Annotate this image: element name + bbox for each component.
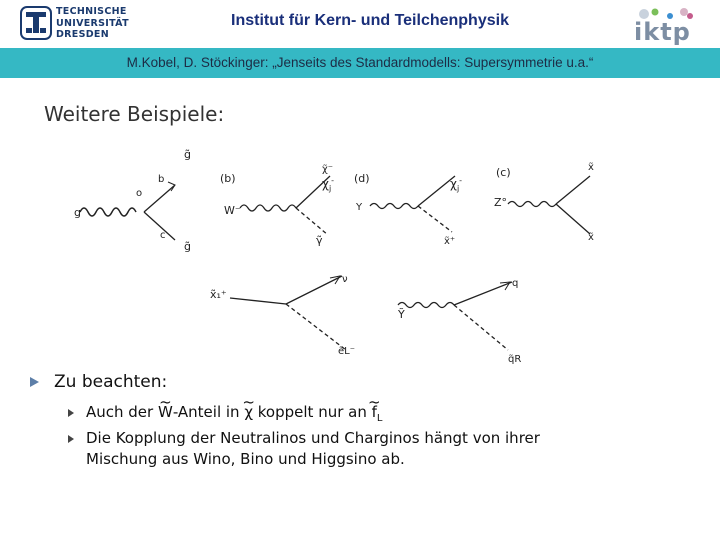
slide-title: Weitere Beispiele: — [44, 102, 225, 126]
label-c-top: x̃ — [588, 162, 594, 173]
label-c-tag: (c) — [496, 166, 511, 179]
subtitle-band — [0, 48, 720, 78]
chi-1-sub: j — [328, 184, 332, 193]
label-a-b: b — [158, 174, 165, 185]
tu-dresden-emblem-icon — [20, 6, 52, 40]
sub1-part-c: koppelt nur an — [253, 403, 372, 421]
label-f-q: q — [512, 278, 519, 289]
label-b-top: χ̃⁻ — [322, 164, 334, 175]
diagram-chargino-sneutrino — [210, 274, 355, 357]
sub1-part-a: Auch der — [86, 403, 158, 421]
label-b-bot: γ̃ — [316, 234, 323, 247]
chi-label-2 — [450, 176, 462, 193]
chi-1-symbol: χ — [322, 177, 329, 191]
diagram-y-quark-squark — [397, 278, 521, 365]
feynman-diagrams — [60, 140, 620, 380]
label-c-bot: x̃ — [588, 232, 594, 243]
university-line: UNIVERSITÄT — [56, 17, 129, 29]
chi-2-symbol: χ — [450, 177, 457, 191]
sub-bullet-arrow-icon — [68, 409, 74, 417]
institute-title: Institut für Kern- und Teilchenphysik — [231, 12, 509, 29]
sub-bullet-1 — [68, 402, 382, 429]
label-f-Y: Ỹ — [398, 308, 405, 321]
sub1-chi: ~ χ — [244, 402, 253, 423]
sub1-part-b: -Anteil in — [172, 403, 245, 421]
tu-dresden-logo — [20, 6, 140, 42]
label-b-W: W⁻ — [224, 204, 241, 217]
iktp-wordmark: iktp — [634, 18, 691, 46]
label-b-tag: (b) — [220, 172, 236, 185]
sub-bullet-2 — [68, 428, 568, 470]
chi-1-sup: - — [331, 176, 335, 185]
sub-bullet-arrow-icon — [68, 435, 74, 443]
diagram-y-vertex — [354, 172, 462, 247]
sub1-L: L — [376, 413, 383, 424]
sub-bullet-2-text: Die Kopplung der Neutralinos und Charginos hängt von ihrer Mischung aus Wino, Bino und Higgsino ab. — [86, 429, 540, 468]
label-c-Z: Z° — [494, 196, 508, 209]
lecture-subtitle: M.Kobel, D. Stöckinger: „Jenseits des Standardmodells: Supersymmetrie u.a.“ — [126, 55, 594, 70]
bullet-main-text: Zu beachten: — [54, 372, 168, 392]
bullet-arrow-icon — [30, 377, 39, 387]
label-a-g: g — [74, 206, 81, 219]
chi-label-1 — [322, 176, 334, 193]
sub1-wino: ~ W — [158, 402, 173, 423]
label-d-bot: x̃⁺ — [444, 236, 456, 247]
label-d-tag: (d) — [354, 172, 370, 185]
label-a-top: g̃ — [184, 148, 191, 161]
label-e-eL: ẽL⁻ — [338, 346, 356, 357]
sub-bullet-1-text — [86, 402, 382, 429]
header — [0, 0, 720, 48]
diagram-w-vertex — [220, 163, 334, 247]
university-line: TECHNISCHE — [56, 6, 127, 17]
label-a-bot: g̃ — [184, 240, 191, 253]
bullet-main — [32, 372, 167, 392]
chi-2-sub: j — [456, 184, 460, 193]
sub1-fermion: ~ f — [372, 402, 377, 423]
label-a-c: c — [160, 230, 166, 241]
diagram-gluon-vertex — [74, 148, 191, 253]
university-line: DRESDEN — [56, 29, 109, 40]
iktp-logo — [630, 4, 710, 46]
label-e-nu: ν — [342, 274, 348, 285]
label-e-x: x̃₁⁺ — [210, 288, 227, 301]
chi-2-sup: - — [459, 176, 463, 185]
diagram-z-vertex — [494, 161, 594, 243]
label-f-qR: q̃R — [508, 354, 522, 365]
university-name — [56, 6, 129, 41]
label-d-Y: Y — [356, 202, 363, 213]
label-a-o: o — [136, 188, 143, 199]
